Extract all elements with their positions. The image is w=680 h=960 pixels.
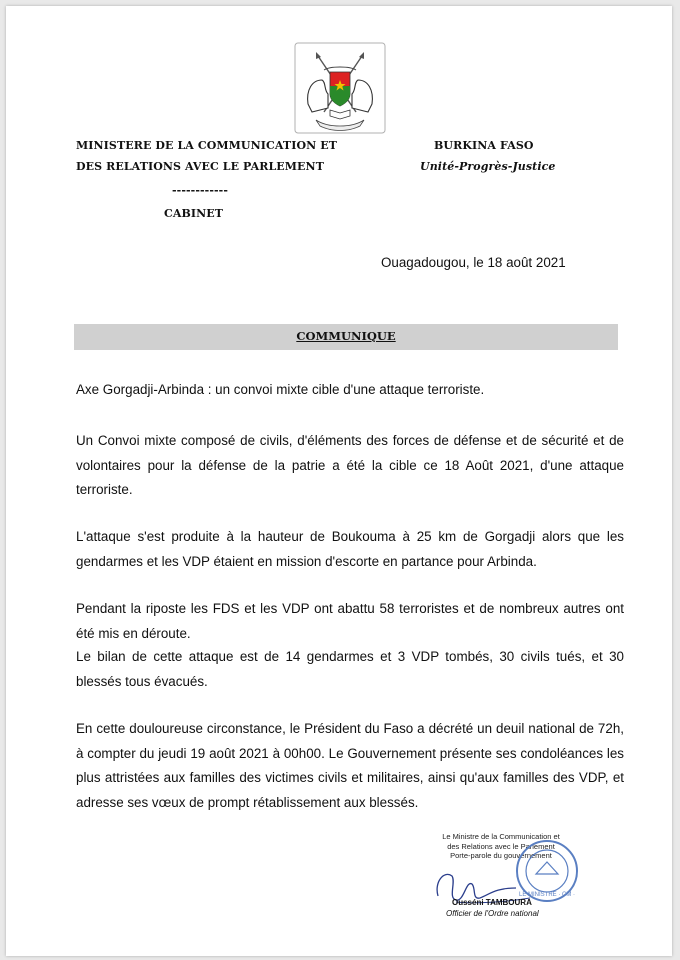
country-motto: Unité-Progrès-Justice <box>420 160 556 173</box>
header-dashes: ------------ <box>172 184 228 197</box>
ministry-name-line1: MINISTERE DE LA COMMUNICATION ET <box>76 139 337 152</box>
signatory-title-line2: des Relations avec le Parlement <box>447 841 555 851</box>
paragraph-attack-location: L'attaque s'est produite à la hauteur de Boukouma à 25 km de Gorgadji alors que les gendarmes et les VDP étaient en mission d'escorte en partance pour Arbinda. <box>76 529 624 569</box>
date-line: Ouagadougou, le 18 août 2021 <box>381 255 566 270</box>
signatory-title-line1: Le Ministre de la Communication et <box>442 832 560 841</box>
svg-text:LE MINISTRE · CM ·: LE MINISTRE · CM · <box>518 892 576 898</box>
signatory-distinction: Officier de l'Ordre national <box>446 909 539 918</box>
paragraph-headline: Axe Gorgadji-Arbinda : un convoi mixte cible d'une attaque terroriste. <box>76 382 485 397</box>
document-title: COMMUNIQUE <box>296 329 396 343</box>
coat-of-arms-emblem <box>294 42 386 134</box>
paragraph-mourning: En cette douloureuse circonstance, le Président du Faso a décrété un deuil national de 72h, à compter du jeudi 19 août 2021 à 00h00. Le Gouvernement présente ses condoléances les plus attristées aux familles des victimes civils et militaires, ainsi qu'aux familles des VDP, et adresse ses vœux de prompt rétablissement aux blessés. <box>76 721 624 810</box>
document-page <box>6 6 672 956</box>
paragraph-toll: Le bilan de cette attaque est de 14 gendarmes et 3 VDP tombés, 30 civils tués, et 30 blessés tous évacués. <box>76 649 624 689</box>
paragraph-riposte: Pendant la riposte les FDS et les VDP ont abattu 58 terroristes et de nombreux autres ont été mis en déroute. <box>76 601 624 641</box>
ministry-name-line2: DES RELATIONS AVEC LE PARLEMENT <box>76 160 324 173</box>
signatory-name: Ousséni TAMBOURA <box>452 898 532 907</box>
country-name: BURKINA FASO <box>434 139 534 152</box>
cabinet-label: CABINET <box>164 207 224 220</box>
paragraph-convoy: Un Convoi mixte composé de civils, d'éléments des forces de défense et de sécurité et de volontaires pour la défense de la patrie a été la cible ce 18 Août 2021, d'une attaque terroriste. <box>76 433 624 497</box>
title-banner <box>74 324 618 350</box>
signatory-title-line3: Porte-parole du gouvernement <box>450 851 552 860</box>
